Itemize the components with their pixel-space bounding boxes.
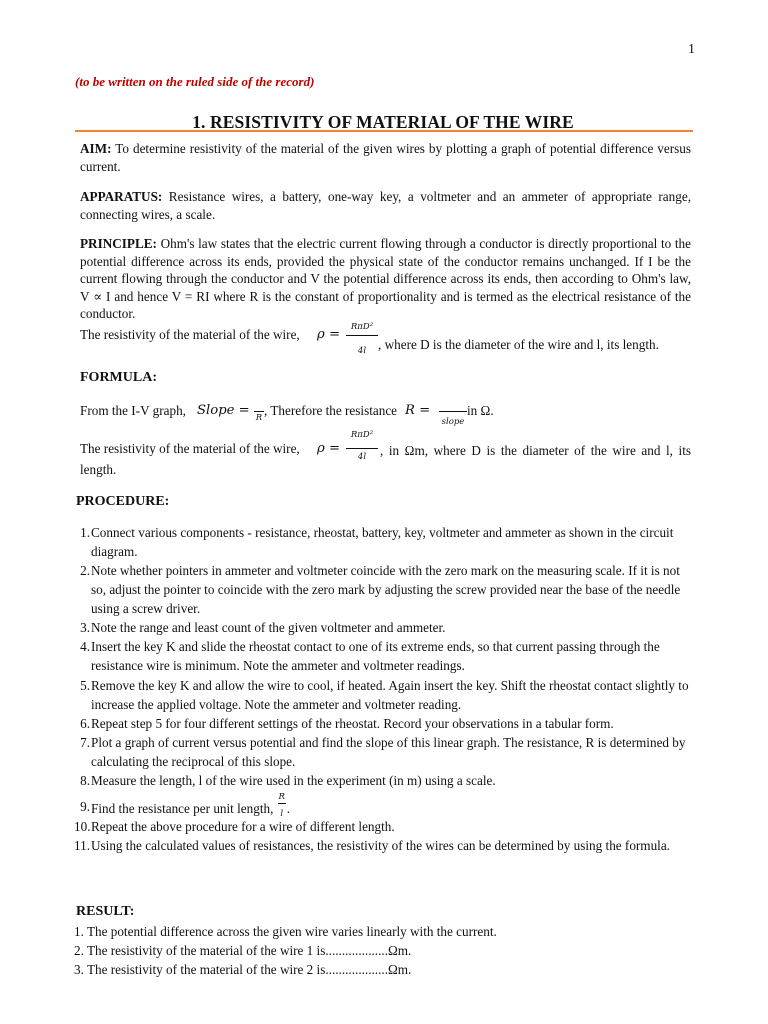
formula-rho-numerator: RπD²: [350, 430, 374, 440]
result-item: 1. The potential difference across the given wire varies linearly with the current.: [74, 924, 497, 939]
formula-resistivity-line: [80, 428, 691, 478]
principle-label: PRINCIPLE:: [80, 236, 157, 251]
principle-rho-denominator: 4l: [357, 346, 367, 356]
formula-rho-suffix: , in Ωm, where D is the diameter of the wire and l, its length.: [80, 443, 691, 477]
procedure-step: [74, 792, 694, 819]
step-number: 1.: [80, 525, 90, 540]
formula-slope-symbol: Slope =: [197, 403, 250, 418]
principle-fraction-bar: [346, 335, 378, 336]
step-text: Note whether pointers in ammeter and voltmeter coincide with the zero mark on the measuring scale. If it is not so, adjust the pointer to coincide with the zero mark by adjusting the screw provided near the base of the needle using a screw driver.: [91, 563, 681, 616]
formula-slope-line: [80, 398, 691, 432]
page-title: 1. RESISTIVITY OF MATERIAL OF THE WIRE: [192, 112, 574, 132]
step-number: 3.: [80, 620, 90, 635]
page-number: 1: [688, 42, 695, 57]
result-item: 2. The resistivity of the material of the wire 1 is...................Ωm.: [74, 943, 412, 958]
fraction-denominator: l: [280, 809, 284, 819]
step-number: 4.: [80, 639, 90, 654]
procedure-label: PROCEDURE:: [76, 494, 170, 509]
result-item: 3. The resistivity of the material of the wire 2 is...................Ωm.: [74, 962, 412, 977]
apparatus-text: Resistance wires, a battery, one-way key, a voltmeter and an ammeter of appropriate range, connecting wires, a scale.: [80, 189, 691, 222]
record-note: (to be written on the ruled side of the record): [75, 74, 315, 89]
slope-fraction-bar: [254, 411, 264, 412]
formula-label: FORMULA:: [80, 370, 157, 385]
r-per-l-fraction: [277, 792, 287, 819]
formula-slope-prefix: From the I-V graph,: [80, 403, 186, 418]
fraction-numerator: R: [278, 792, 285, 802]
step-number: 2.: [80, 563, 90, 578]
step-number: 9.: [80, 799, 90, 814]
result-label: RESULT:: [76, 904, 135, 919]
step-number: 5.: [80, 678, 90, 693]
fraction-bar: [278, 803, 286, 804]
step-number: 11.: [74, 838, 90, 853]
title-underline: [75, 130, 693, 132]
step-number: 7.: [80, 735, 90, 750]
formula-slope-mid: , Therefore the resistance: [264, 403, 398, 418]
principle-section: [80, 235, 691, 323]
formula-r-denominator: slope: [441, 417, 465, 427]
aim-text: To determine resistivity of the material of the given wires by plotting a graph of potential difference versus current.: [80, 141, 691, 174]
step-text: Repeat step 5 for four different settings of the rheostat. Record your observations in a tabular form.: [91, 716, 614, 731]
step-text-main: Find the resistance per unit length,: [91, 801, 277, 816]
formula-r-suffix: in Ω.: [467, 403, 494, 418]
step-number: 6.: [80, 716, 90, 731]
step-text: Connect various components - resistance, rheostat, battery, key, voltmeter and ammeter as shown in the circuit diagram.: [91, 525, 674, 559]
step-text: Note the range and least count of the given voltmeter and ammeter.: [91, 620, 446, 635]
step-text: Remove the key K and allow the wire to cool, if heated. Again insert the key. Shift the rheostat contact slightly to increase the applied voltage. Note the ammeter and voltmeter reading.: [91, 678, 689, 712]
step-text: Repeat the above procedure for a wire of different length.: [91, 819, 395, 834]
principle-rho-prefix: The resistivity of the material of the wire,: [80, 327, 300, 342]
apparatus-section: [80, 188, 691, 223]
principle-rho-suffix: , where D is the diameter of the wire and l, its length.: [378, 337, 659, 352]
step-text: Insert the key K and slide the rheostat contact to one of its extreme ends, so that current passing through the resistance wire is minimum. Note the ammeter and voltmeter readings.: [91, 639, 660, 673]
principle-resistivity-line: [80, 318, 691, 358]
step-number: 10.: [74, 819, 91, 834]
aim-label: AIM:: [80, 141, 112, 156]
principle-rho-symbol: ρ =: [317, 327, 340, 342]
apparatus-label: APPARATUS:: [80, 189, 163, 204]
principle-rho-numerator: RπD²: [350, 322, 374, 332]
r-fraction-bar: [439, 411, 467, 412]
formula-rho-denominator: 4l: [357, 452, 367, 462]
formula-rho-prefix: The resistivity of the material of the wire,: [80, 441, 300, 456]
step-text: Plot a graph of current versus potential and find the slope of this linear graph. The resistance, R is determined by calculating the reciprocal of this slope.: [91, 735, 686, 769]
formula-r-symbol: R =: [405, 403, 431, 418]
step-text-suffix: .: [286, 801, 290, 816]
aim-section: [80, 140, 691, 175]
formula-rho-symbol: ρ =: [317, 441, 340, 456]
formula-slope-denominator: R: [255, 413, 263, 423]
step-text: Measure the length, l of the wire used in the experiment (in m) using a scale.: [91, 773, 496, 788]
step-number: 8.: [80, 773, 90, 788]
step-text: Using the calculated values of resistances, the resistivity of the wires can be determined by using the formula.: [91, 838, 670, 853]
step-text: [91, 792, 691, 819]
principle-text: Ohm's law states that the electric current flowing through a conductor is directly proportional to the potential difference across its ends, provided the physical state of the conductor remains unchanged. If I be the current flowing through the conductor and V the potential difference across its ends, then according to Ohm's law, V ∝ I and hence V = RI where R is the constant of proportionality and is termed as the electrical resistance of the conductor.: [80, 236, 691, 321]
